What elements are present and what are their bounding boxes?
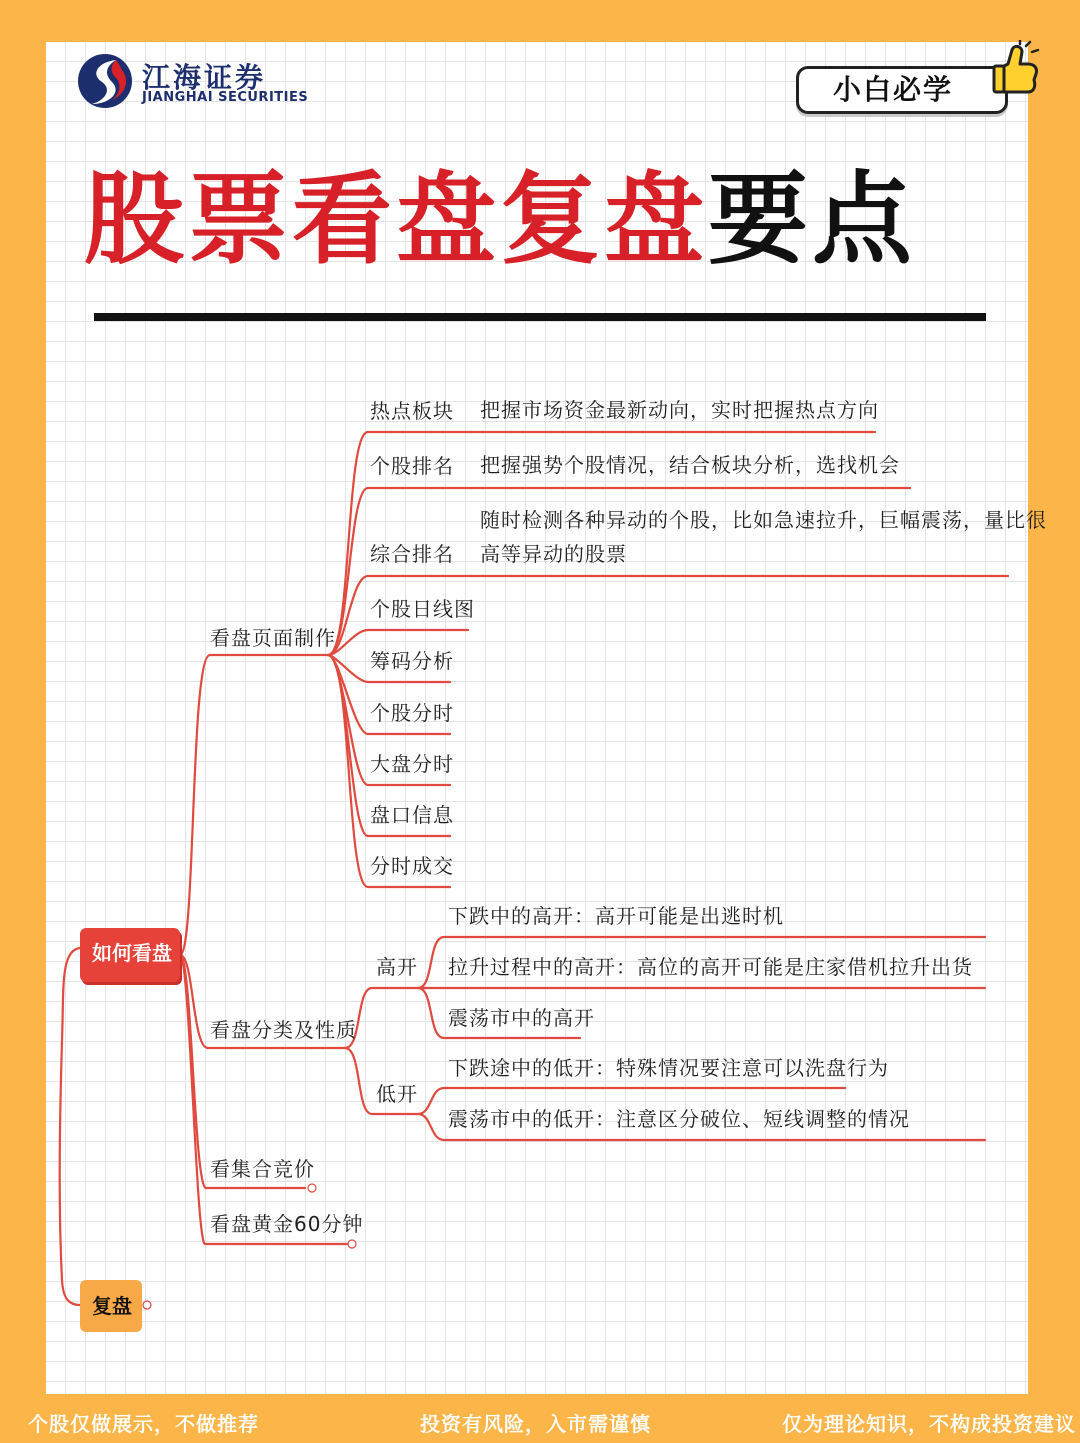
brand-name-en: JIANGHAI SECURITIES (142, 90, 309, 105)
branch-call-auction: 看集合竞价 (210, 1157, 315, 1181)
node-order-book: 盘口信息 (370, 803, 454, 827)
page-title-red: 股票看盘复盘 (84, 161, 708, 278)
item-gap-up-falling: 下跌中的高开：高开可能是出逃时机 (448, 904, 784, 928)
root-node-how-to-watch[interactable]: 如何看盘 (80, 928, 180, 982)
node-hot-sectors: 热点板块 (370, 399, 454, 423)
item-gap-up-rising: 拉升过程中的高开：高位的高开可能是庄家借机拉升出货 (448, 955, 973, 979)
node-stock-ranking: 个股排名 (370, 454, 454, 478)
node-daily-chart: 个股日线图 (370, 597, 475, 621)
node-gap-up: 高开 (376, 955, 418, 979)
node-gap-down: 低开 (376, 1082, 418, 1106)
node-index-intraday: 大盘分时 (370, 752, 454, 776)
desc-hot-sectors: 把握市场资金最新动向，实时把握热点方向 (480, 398, 879, 422)
node-time-and-sales: 分时成交 (370, 854, 454, 878)
desc-stock-ranking: 把握强势个股情况，结合板块分析，选找机会 (480, 453, 900, 477)
collapse-dot-icon[interactable] (143, 1301, 151, 1309)
footer-disclaimer-left: 个股仅做展示，不做推荐 (28, 1412, 259, 1436)
footer-disclaimer-right: 仅为理论知识，不构成投资建议 (782, 1412, 1076, 1436)
branch-classification: 看盘分类及性质 (210, 1018, 357, 1042)
beginner-badge: 小白必学 (796, 66, 1008, 114)
brand-name-cn: 江海证券 (142, 61, 267, 94)
root-node-review[interactable]: 复盘 (80, 1280, 142, 1332)
desc-overall-ranking-line2: 高等异动的股票 (480, 542, 627, 566)
footer-disclaimer-center: 投资有风险，入市需谨慎 (420, 1412, 651, 1436)
page-title-black: 要点 (708, 161, 916, 278)
desc-overall-ranking-line1: 随时检测各种异动的个股，比如急速拉升，巨幅震荡，量比很 (480, 508, 1047, 532)
collapse-dot-icon[interactable] (308, 1184, 316, 1192)
item-gap-down-falling: 下跌途中的低开：特殊情况要注意可以洗盘行为 (448, 1056, 889, 1080)
node-stock-intraday: 个股分时 (370, 701, 454, 725)
node-overall-ranking: 综合排名 (370, 542, 454, 566)
branch-page-setup: 看盘页面制作 (210, 626, 336, 650)
branch-golden-60min: 看盘黄金60分钟 (210, 1212, 364, 1236)
item-gap-down-volatile: 震荡市中的低开：注意区分破位、短线调整的情况 (448, 1107, 910, 1131)
collapse-dot-icon[interactable] (348, 1240, 356, 1248)
node-chip-analysis: 筹码分析 (370, 649, 454, 673)
item-gap-up-volatile: 震荡市中的高开 (448, 1006, 595, 1030)
